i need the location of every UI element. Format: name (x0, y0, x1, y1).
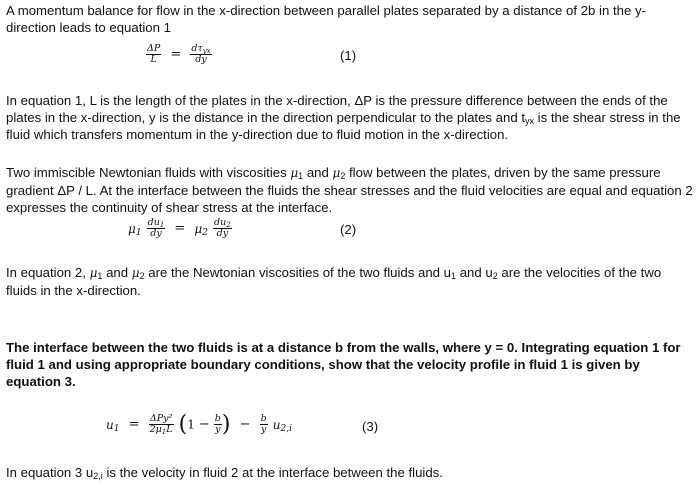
equation-1: $\frac{\Delta P}{L}$ = $\frac{d\tau_{yx}}{dy}$ (147, 43, 211, 65)
eq3-fraction: $\frac{\text{ΔPy²}}{2\mu_1L}$ (149, 413, 173, 436)
equation-3-number: (3) (362, 419, 379, 434)
equation-3-explanation: In equation 3 $u_{2,i}$ is the velocity in fluid 2 at the interface between the fluids. (6, 465, 443, 481)
equation-1-number: (1) (340, 48, 357, 63)
equation-2-number: (2) (340, 222, 357, 237)
eq1-lhs-fraction: $\frac{\Delta P}{L}$ (147, 43, 161, 65)
eq2-fraction-1: $\frac{du_1}{dy}$ (147, 217, 165, 239)
eq3-b-over-y-2: $\frac{b}{y}$ (260, 413, 267, 435)
eq3-b-over-y-1: $\frac{b}{y}$ (214, 413, 221, 435)
equation-2-explanation: In equation 2, $\mu_1$ and $\mu_2$ are the Newtonian viscosities of the two fluids and $u_1$ and $u_2$ are the velocities of the two fluids in the x-direction. (6, 265, 662, 298)
fluids-paragraph: Two immiscible Newtonian fluids with viscosities $\mu_1$ and $\mu_2$ flow between the plates, driven by the same pressure gradient ΔP / L. At the interface between the fluids the shear stresses and the fluid velocities are equal and equation 2 expresses the continuity of shear stress at the interface. (6, 165, 693, 215)
eq1-rhs-fraction: $\frac{d\tau_{yx}}{dy}$ (191, 43, 211, 65)
equation-1-explanation: In equation 1, L is the length of the plates in the x-direction, ΔP is the pressure difference between the ends of the plates in the x-direction, y is the distance in the direction perpendicular to the plates and $t_{yx}$ is the shear stress in the fluid which transfers momentum in the y-direction due to fluid motion in the x-direction. (6, 93, 681, 142)
equation-2: $\mu_1$ $\frac{du_1}{dy}$ = $\mu_2$ $\frac{du_2}{dy}$ (128, 217, 231, 239)
eq2-fraction-2: $\frac{du_2}{dy}$ (214, 217, 231, 239)
equation-3: $u_1$ = $\frac{\text{ΔPy²}}{2\mu_1L}$ (1 − $\frac{b}{y}$ ) − $\frac{b}{y}$ $u_{2,i}$ (106, 412, 292, 437)
task-paragraph: The interface between the two fluids is at a distance b from the walls, where y = 0. Integrating equation 1 for fluid 1 and using appropriate boundary conditions, show that the velocity profile in fluid 1 is given by equation 3. (6, 340, 681, 389)
intro-paragraph: A momentum balance for flow in the x-direction between parallel plates separated by a distance of 2b in the y-direction leads to equation 1 (6, 3, 646, 35)
